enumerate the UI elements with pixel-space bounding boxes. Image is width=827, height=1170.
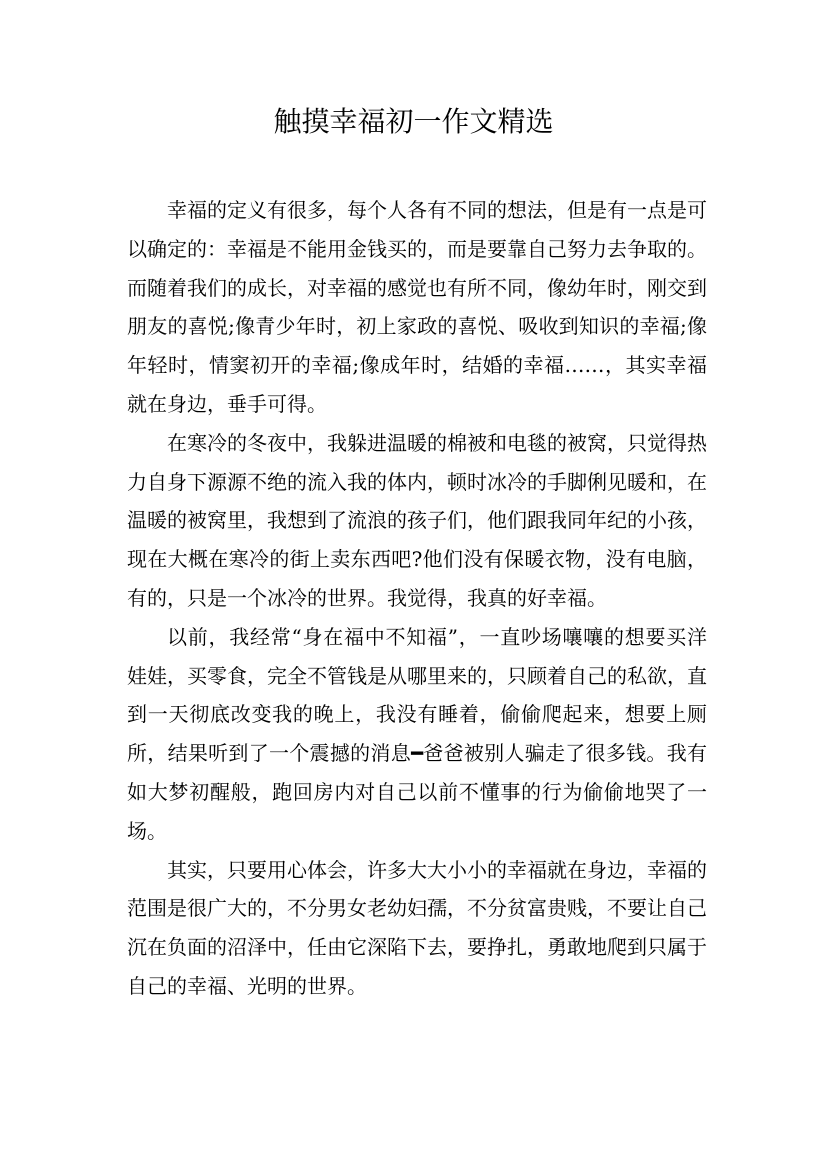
paragraph: 在寒冷的冬夜中，我躲进温暖的棉被和电毯的被窝，只觉得热力自身下源源不绝的流入我的体内，顿时冰冷的手脚俐见暖和，在温暖的被窝里，我想到了流浪的孩子们，他们跟我同年纪的小孩，现在大概在寒冷的街上卖东西吧?他们没有保暖衣物，没有电脑，有的，只是一个冰冷的世界。我觉得，我真的好幸福。 bbox=[127, 430, 707, 610]
document-title: 触摸幸福初一作文精选 bbox=[273, 105, 554, 138]
paragraph: 幸福的定义有很多，每个人各有不同的想法，但是有一点是可以确定的：幸福是不能用金钱买的，而是要靠自己努力去争取的。而随着我们的成长，对幸福的感觉也有所不同，像幼年时，刚交到朋友的喜悦;像青少年时，初上家政的喜悦、吸收到知识的幸福;像年轻时，情窦初开的幸福;像成年时，结婚的幸福……，其实幸福就在身边，垂手可得。 bbox=[127, 198, 707, 416]
paragraph: 其实，只要用心体会，许多大大小小的幸福就在身边，幸福的范围是很广大的，不分男女老幼妇孺，不分贫富贵贱，不要让自己沉在负面的沼泽中，任由它深陷下去，要挣扎，勇敢地爬到只属于自己的幸福、光明的世界。 bbox=[127, 857, 707, 998]
document-body bbox=[127, 191, 707, 1006]
paragraph: 以前，我经常“身在福中不知福”，一直吵场嚷嚷的想要买洋娃娃，买零食，完全不管钱是从哪里来的，只顾着自己的私欲，直到一天彻底改变我的晚上，我没有睡着，偷偷爬起来，想要上厕所，结果听到了一个震撼的消息━爸爸被别人骗走了很多钱。我有如大梦初醒般，跑回房内对自己以前不懂事的行为偷偷地哭了一场。 bbox=[127, 624, 707, 843]
